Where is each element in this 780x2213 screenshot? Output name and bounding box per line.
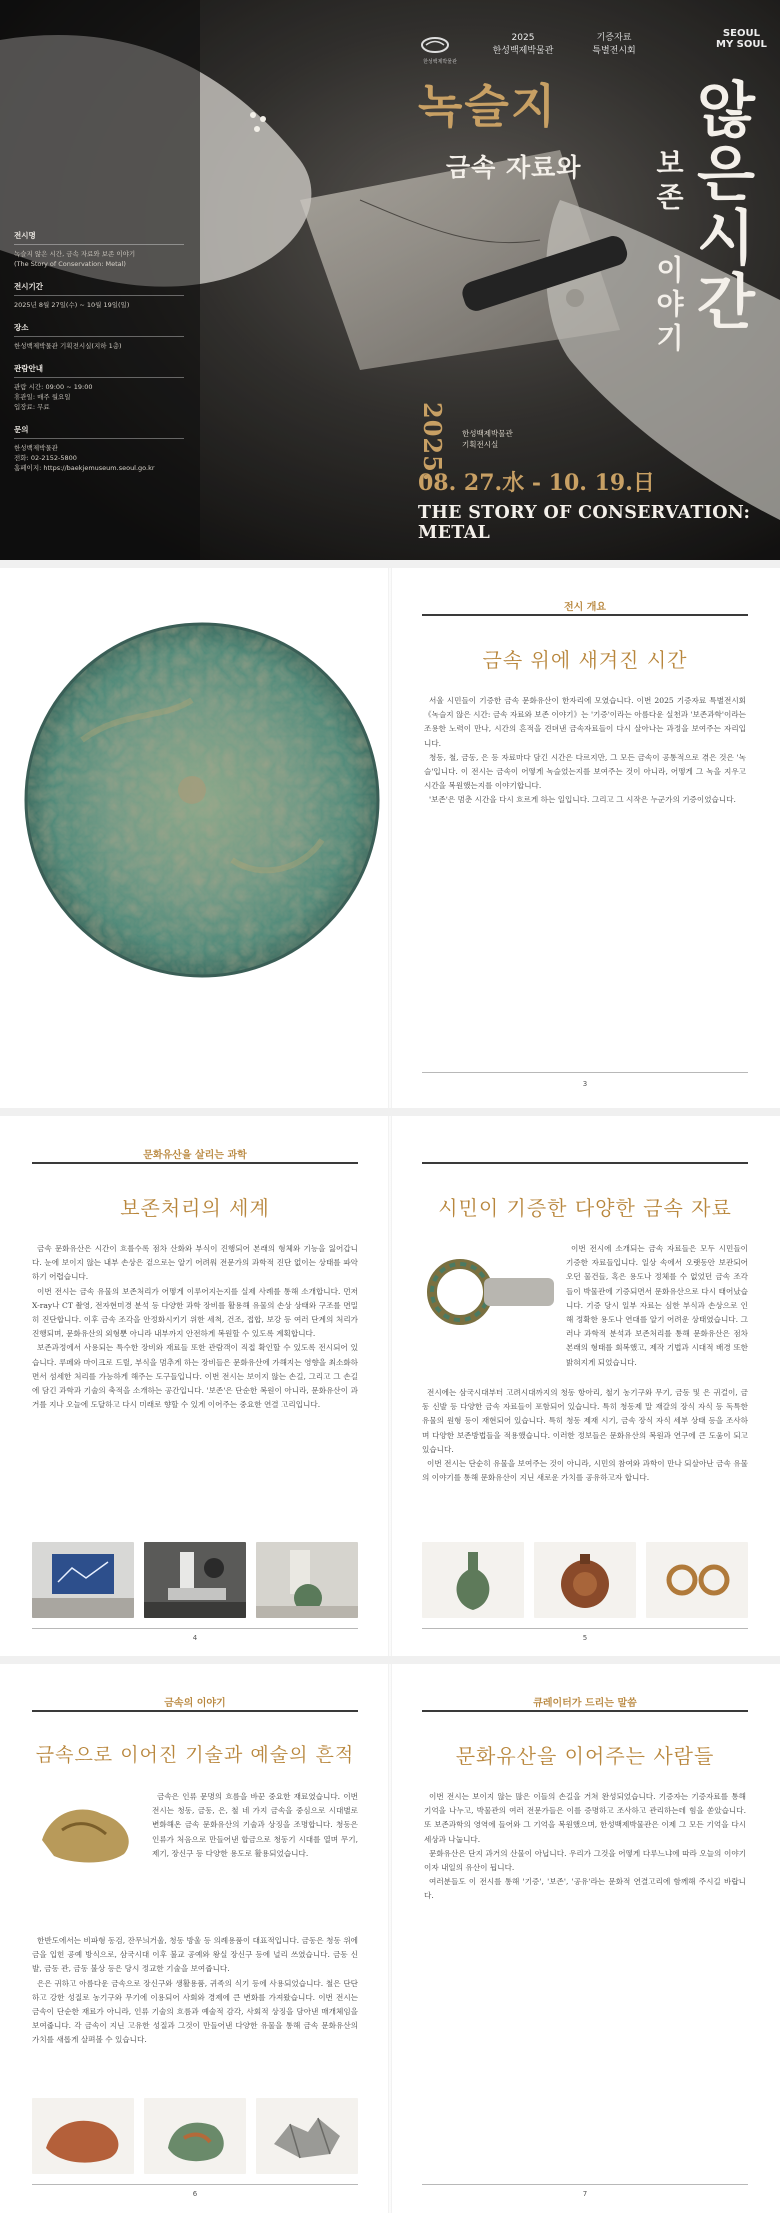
page-number: 6	[192, 2190, 198, 2198]
bronze-ore-photo	[144, 2098, 246, 2174]
museum-logo-icon	[420, 30, 450, 60]
section-label: 전시 개요	[563, 602, 607, 613]
paragraph: 청동, 철, 금동, 은 등 자료마다 담긴 시간은 다르지만, 그 모든 금속이 공통적으로 겪은 것은 '녹슬'입니다. 이 전시는 금속이 어떻게 녹슬었는지를 보여주는 것이 아니라, 어떻게 그 녹을 지우고 시간을 복원했는지를 이야기합니다.	[424, 752, 746, 791]
top-rule	[422, 1710, 748, 1712]
paragraph: 이번 전시에 소개되는 금속 자료들은 모두 시민들이 기증한 자료들입니다. 일상 속에서 오랫동안 보관되어 오던 물건들, 혹은 용도나 정체를 수 없었던 금속 조각들이 박물관에 기증되면서 문화유산으로 다시 태어났습니다. 기증 당시 일부 자료는 심한 부식과 손상으로 인해 정확한 용도나 연대를 알기 어려운 상태였습니다. 그러나 과학적 분석과 보존처리를 통해 문화유산은 점차 본래의 형태를 회복했고, 제작 기법과 시대적 배경 또한 밝혀지게 되었습니다.	[566, 1244, 748, 1367]
info-heading: 문의	[14, 424, 184, 439]
cover-dates: 08. 27.水 - 10. 19.日	[418, 470, 655, 496]
ornament-plate-photo	[534, 1542, 636, 1618]
cover-info-sidebar	[14, 230, 194, 485]
page-number: 5	[582, 1634, 588, 1642]
header-right	[574, 32, 654, 58]
info-line: 녹슬지 않은 시간, 금속 자료와 보존 이야기	[14, 250, 136, 258]
top-rule	[422, 614, 748, 616]
page-body	[32, 1242, 358, 1412]
info-line: 전화: 02-2152-5800	[14, 454, 77, 462]
cover-venue-line: 기획전시실	[462, 440, 499, 449]
cover-page	[0, 0, 780, 560]
paragraph: 금속 문화유산은 시간이 흐를수록 점차 산화와 부식이 진행되어 본래의 형체와 기능을 잃어갑니다. 눈에 보이지 않는 내부 손상은 겉으로는 알기 어려워 전문가의 과학적 진단 없이는 상태를 파악하기 어렵습니다.	[32, 1244, 358, 1282]
paragraph: 이번 전시는 보이지 않는 많은 이들의 손길을 거쳐 완성되었습니다. 기증자는 기증자료를 통해 기억을 나누고, 박물관의 여러 전문가들은 이를 증명하고 조사하고 관리하는데 힘을 쏟았습니다. 또 보존과학의 영역에 들어와 그 기억을 복원했으며, 한성백제박물관은 이제 그 모든 기억을 다시 세상과 나눕니다.	[424, 1792, 746, 1844]
bottom-rule	[32, 1628, 358, 1629]
header-right-line: 특별전시회	[592, 46, 636, 56]
page-body	[32, 1934, 358, 2048]
bottom-rule	[422, 1072, 748, 1073]
page-title: 금속 위에 새겨진 시간	[482, 648, 688, 672]
page-title: 문화유산을 이어주는 사람들	[455, 1744, 715, 1768]
spread-3	[0, 1664, 780, 2213]
page-gap	[0, 1656, 780, 1664]
paragraph: 이번 전시는 금속 유물의 보존처리가 어떻게 이루어지는지를 실제 사례를 통해 소개합니다. 먼저 X-ray나 CT 촬영, 전자현미경 분석 등 다양한 과학 장비를 활용해 유물의 손상 상태와 구조를 면밀히 진단합니다. 이후 금속 조각을 안정화시키기 위한 세척, 건조, 접합, 보강 등 여러 단계의 처리가 진행되며, 문화유산의 외형뿐 아니라 내부까지 안전하게 복원할 수 있도록 계획합니다.	[32, 1286, 358, 1339]
gold-nugget-photo	[32, 1790, 144, 1874]
page-body-intro	[566, 1242, 748, 1370]
section-label: 금속의 이야기	[164, 1698, 226, 1709]
paragraph: 서울 시민들이 기증한 금속 문화유산이 한자리에 모였습니다. 이번 2025 기증자료 특별전시회 《녹슬지 않은 시간: 금속 자료와 보존 이야기》는 '기증'이라는 아름다운 실천과 '보존과학'이라는 조용한 노력이 만나, 시간의 흔적을 견뎌낸 금속자료들이 다시 살아나는 과정을 보여주는 자리입니다.	[424, 696, 746, 748]
info-line: 한성백제박물관	[14, 444, 58, 452]
page-gap	[0, 1108, 780, 1116]
cover-title-sub: 금속 자료와	[446, 153, 582, 182]
info-block-venue	[14, 322, 194, 351]
header-left-line: 한성백제박물관	[492, 46, 554, 56]
info-block-period	[14, 281, 194, 310]
info-line: 입장료: 무료	[14, 403, 50, 411]
info-heading: 관람안내	[14, 363, 184, 378]
spread-1	[0, 568, 780, 1108]
info-block-hours	[14, 363, 194, 412]
paragraph: 여러분들도 이 전시를 통해 '기증', '보존', '공유'라는 문화적 연결고리에 함께해 주시길 바랍니다.	[424, 1877, 746, 1901]
cover-english-title: THE STORY OF CONSERVATION: METAL	[418, 503, 751, 543]
info-line: (The Story of Conservation: Metal)	[14, 260, 126, 268]
paragraph: 문화유산은 단지 과거의 산물이 아닙니다. 우리가 그것을 어떻게 다루느냐에 따라 오늘의 이야기이자 내일의 유산이 됩니다.	[424, 1848, 746, 1873]
page-number: 3	[582, 1080, 588, 1088]
cover-title-vertical-mid: 보존 이야기	[652, 148, 685, 357]
bottom-rule	[422, 1628, 748, 1629]
top-rule	[32, 1162, 358, 1164]
spread-2	[0, 1116, 780, 1656]
info-block-contact	[14, 424, 194, 473]
info-block-title	[14, 230, 194, 269]
page-body	[424, 694, 746, 808]
microscope-photo	[144, 1542, 246, 1618]
cover-year: 2025.	[418, 402, 447, 483]
paragraph: 전시에는 삼국시대부터 고려시대까지의 청동 항아리, 철기 농기구와 무기, 금동 및 은 귀걸이, 금동 신발 등 다양한 금속 자료들이 포함되어 있습니다. 특히 청동제 말 재갈의 장식 자식 등 독특한 유물의 원형 등이 재현되어 있습니다. 특히 청동 제재 시기, 금속 장식 자식 세부 상태 등을 조사하며 다양한 보존방법들을 적용했습니다. 이러한 정보들은 문화유산의 복원과 연구에 큰 도움이 되고 있습니다.	[422, 1388, 748, 1454]
earrings-photo	[646, 1542, 748, 1618]
bronze-mirror-photo	[22, 620, 382, 980]
page-title: 시민이 기증한 다양한 금속 자료	[438, 1196, 732, 1220]
page-title: 보존처리의 세계	[120, 1196, 270, 1220]
page-body	[422, 1386, 748, 1485]
museum-logo-text: 한성백제박물관	[423, 59, 457, 65]
bronze-vase-photo	[422, 1542, 524, 1618]
top-rule	[32, 1710, 358, 1712]
cover-venue	[462, 428, 513, 450]
info-line: 휴관일: 매주 월요일	[14, 393, 71, 401]
top-rule	[422, 1162, 748, 1164]
spine	[388, 1664, 392, 2213]
info-heading: 전시기간	[14, 281, 184, 296]
info-line: 한성백제박물관 기획전시실(지하 1층)	[14, 342, 122, 350]
bronze-bit-photo	[422, 1242, 562, 1342]
section-label: 큐레이터가 드리는 말씀	[533, 1698, 637, 1709]
info-line: 홈페이지: https://baekjemuseum.seoul.go.kr	[14, 464, 155, 472]
seoul-logo-line: SEOUL	[722, 28, 760, 39]
paragraph: 은은 귀하고 아름다운 금속으로 장신구와 생활용품, 귀족의 식기 등에 사용되었습니다. 철은 단단하고 강한 성질로 농기구와 무기에 이용되어 사회와 경제에 큰 변화를 가져왔습니다. 이번 전시는 금속이 단순한 재료가 아니라, 인류 기술의 흐름과 예술적 감각, 사회적 상징을 담아낸 매개체임을 보여줍니다. 각 금속이 지닌 고유한 성질과 그것이 만들어낸 다양한 유물을 통해 금속 문화유산의 가치를 새롭게 살펴볼 수 있습니다.	[32, 1978, 358, 2045]
seoul-logo	[716, 28, 767, 50]
conservation-work-photo	[256, 1542, 358, 1618]
info-line: 관람 시간: 09:00 ~ 19:00	[14, 383, 93, 391]
spine	[388, 568, 392, 1108]
header-left	[478, 32, 568, 58]
page-title: 금속으로 이어진 기술과 예술의 흔적	[35, 1744, 355, 1766]
cover-title-vertical-big: 않은시간	[686, 78, 756, 334]
silver-ore-photo	[256, 2098, 358, 2174]
info-line: 2025년 8월 27일(수) ~ 10월 19일(일)	[14, 301, 130, 309]
copper-ore-photo	[32, 2098, 134, 2174]
cover-title-main: 녹슬지	[418, 79, 558, 133]
info-heading: 전시명	[14, 230, 184, 245]
bottom-rule	[32, 2184, 358, 2185]
paragraph: 보존과정에서 사용되는 특수한 장비와 재료들 또한 관람객이 직접 확인할 수 있도록 전시되어 있습니다. 루페와 마이크로 드릴, 부식을 멈추게 하는 장비들은 문화유산에 가해지는 영향을 최소화하면서 섬세한 처리를 가능하게 해주는 도구들입니다. 이번 전시는 보이지 않는 손길, 그리고 그 손길에 담긴 과학과 기술의 축적을 소개하는 공간입니다. '보존'은 단순한 복원이 아니라, 문화유산이 과거를 지나 오늘에 도달하고 다시 미래로 향할 수 있게 이어주는 중요한 연결 고리입니다.	[32, 1343, 358, 1410]
page-gap	[0, 560, 780, 568]
page-body	[424, 1790, 746, 1904]
xray-monitor-photo	[32, 1542, 134, 1618]
paragraph: 한반도에서는 비파형 동검, 잔무늬거울, 청동 방울 등 의례용품이 대표적입니다. 금동은 청동 위에 금을 입힌 공예 방식으로, 삼국시대 이후 불교 공예와 왕실 장신구 등에 널리 쓰였습니다. 금동 신발, 금동 관, 금동 불상 등은 당시 정교한 기술을 보여줍니다.	[32, 1936, 358, 1974]
header-left-line: 2025	[511, 33, 535, 43]
cover-venue-line: 한성백제박물관	[462, 429, 513, 438]
info-heading: 장소	[14, 322, 184, 337]
page-body-intro	[152, 1790, 358, 1861]
paragraph: '보존'은 멈춘 시간을 다시 흐르게 하는 일입니다. 그리고 그 시작은 누군가의 기증이었습니다.	[429, 795, 736, 805]
page-number: 4	[192, 1634, 198, 1642]
paragraph: 금속은 인류 문명의 흐름을 바꾼 중요한 재료였습니다. 이번 전시는 청동, 금동, 은, 철 네 가지 금속을 중심으로 시대별로 변화해온 금속 문화유산의 기술과 상징을 조명합니다. 청동은 인류가 처음으로 만들어낸 합금으로 청동기 시대를 열며 무기, 제기, 장신구 등 다양한 용도로 활용되었습니다.	[152, 1792, 358, 1858]
bottom-rule	[422, 2184, 748, 2185]
seoul-logo-line: MY SOUL	[716, 39, 767, 50]
section-label: 문화유산을 살리는 과학	[143, 1150, 247, 1161]
header-right-line: 기증자료	[596, 33, 632, 43]
spine	[388, 1116, 392, 1656]
paragraph: 이번 전시는 단순히 유물을 보여주는 것이 아니라, 시민의 참여와 과학이 만나 되살아난 금속 유물의 이야기를 통해 문화유산이 지닌 새로운 가치를 공유하고자 합니다.	[422, 1459, 748, 1483]
page-number: 7	[582, 2190, 588, 2198]
